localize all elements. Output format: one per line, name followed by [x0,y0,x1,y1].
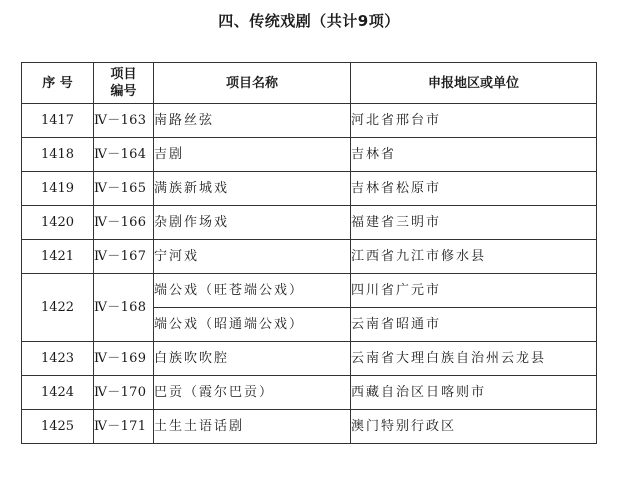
cell-name: 宁河戏 [154,240,351,274]
cell-region: 云南省大理白族自治州云龙县 [351,342,597,376]
cell-name: 吉剧 [154,138,351,172]
table-row [22,206,597,240]
cell-name: 满族新城戏 [154,172,351,206]
cell-code: Ⅳ－170 [94,376,154,410]
cell-code: Ⅳ－169 [94,342,154,376]
table-row [22,376,597,410]
table-header [22,63,597,104]
cell-code: Ⅳ－163 [94,104,154,138]
cell-region: 河北省邢台市 [351,104,597,138]
cell-region: 吉林省 [351,138,597,172]
cell-code: Ⅳ－164 [94,138,154,172]
heritage-table [21,62,597,444]
cell-region: 云南省昭通市 [351,308,597,342]
header-seq: 序 号 [22,63,94,104]
page-title: 四、传统戏剧（共计9项） [218,12,400,30]
table-body [22,104,597,444]
cell-name: 杂剧作场戏 [154,206,351,240]
table-row [22,104,597,138]
table-row [22,410,597,444]
cell-region: 西藏自治区日喀则市 [351,376,597,410]
cell-region: 四川省广元市 [351,274,597,308]
header-row [22,63,597,104]
header-code-line1: 项目 [110,67,137,82]
table-row [22,240,597,274]
cell-seq: 1422 [22,274,94,342]
header-code [94,63,154,104]
cell-name: 白族吹吹腔 [154,342,351,376]
cell-region: 吉林省松原市 [351,172,597,206]
cell-seq: 1418 [22,138,94,172]
cell-region: 福建省三明市 [351,206,597,240]
cell-seq: 1425 [22,410,94,444]
cell-code: Ⅳ－165 [94,172,154,206]
table-row [22,138,597,172]
cell-region: 江西省九江市修水县 [351,240,597,274]
cell-seq: 1424 [22,376,94,410]
cell-seq: 1421 [22,240,94,274]
table-row [22,274,597,308]
cell-code: Ⅳ－167 [94,240,154,274]
header-region: 申报地区或单位 [351,63,597,104]
cell-name: 端公戏（旺苍端公戏） [154,274,351,308]
table-row [22,342,597,376]
header-code-line2: 编号 [110,84,137,99]
cell-name: 巴贡（霞尔巴贡） [154,376,351,410]
cell-region: 澳门特别行政区 [351,410,597,444]
header-name: 项目名称 [154,63,351,104]
cell-seq: 1420 [22,206,94,240]
cell-name: 南路丝弦 [154,104,351,138]
table-row [22,172,597,206]
cell-name: 土生土语话剧 [154,410,351,444]
cell-code: Ⅳ－166 [94,206,154,240]
cell-code: Ⅳ－168 [94,274,154,342]
cell-seq: 1417 [22,104,94,138]
cell-code: Ⅳ－171 [94,410,154,444]
cell-name: 端公戏（昭通端公戏） [154,308,351,342]
cell-seq: 1423 [22,342,94,376]
cell-seq: 1419 [22,172,94,206]
